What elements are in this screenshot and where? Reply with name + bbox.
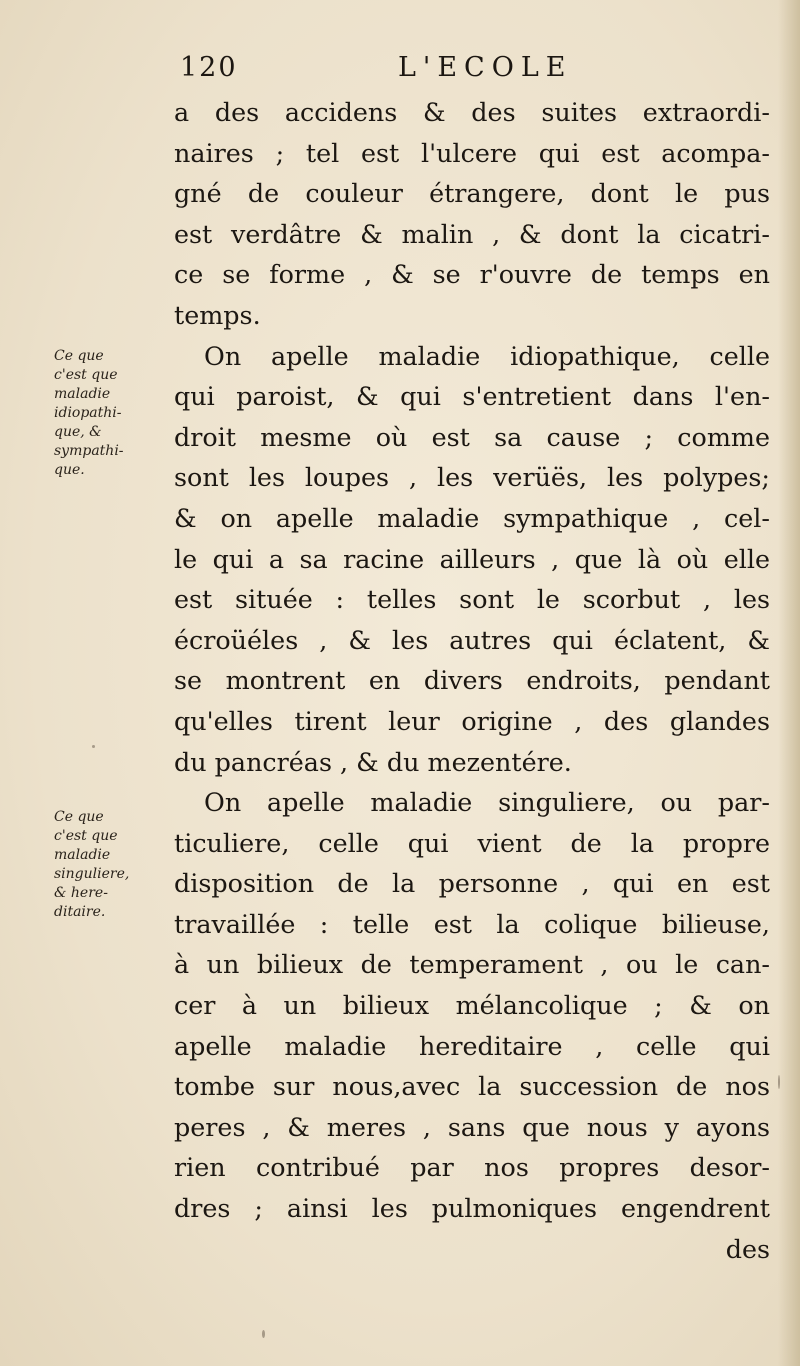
text-line: cer à un bilieux mélancolique ; & on xyxy=(174,990,770,1021)
margin-note-line: que, & xyxy=(54,424,102,440)
text-line: naires ; tel est l'ulcere qui est acompa- xyxy=(174,137,770,168)
text-line: qui paroist, & qui s'entretient dans l'en- xyxy=(174,381,770,412)
text-line: ticuliere, celle qui vient de la propre xyxy=(174,827,770,858)
margin-note-line: Ce que xyxy=(54,348,104,364)
text-line: apelle maladie hereditaire , celle qui xyxy=(174,1030,770,1061)
text-line: temps. xyxy=(174,299,261,330)
text-line: travaillée : telle est la colique bilieuse, xyxy=(174,908,770,939)
paper-speck xyxy=(92,745,95,748)
text-line: est verdâtre & malin , & dont la cicatri- xyxy=(174,218,770,249)
margin-note-line: maladie xyxy=(54,847,111,863)
text-line: tombe sur nous,avec la succession de nos xyxy=(174,1071,770,1102)
page-number: 120 xyxy=(180,52,238,83)
margin-note-line: Ce que xyxy=(54,809,104,825)
text-line: écroüéles , & les autres qui éclatent, & xyxy=(174,624,770,655)
margin-note-line: & here- xyxy=(54,885,108,901)
page-header xyxy=(170,52,770,96)
margin-note-line: singuliere, xyxy=(54,866,130,882)
margin-note-singular xyxy=(54,808,172,922)
text-line: sont les loupes , les verüës, les polypes; xyxy=(174,462,770,493)
page-gutter-shadow xyxy=(778,0,800,1366)
margin-note-line: ditaire. xyxy=(54,904,106,920)
margin-note-line: idiopathi- xyxy=(54,405,122,421)
text-line: rien contribué par nos propres desor- xyxy=(174,1152,770,1183)
text-line: disposition de la personne , qui en est xyxy=(174,868,770,899)
margin-note-line: maladie xyxy=(54,386,111,402)
text-line: du pancréas , & du mezentére. xyxy=(174,746,572,777)
margin-note-line: que. xyxy=(54,462,85,478)
margin-note-line: c'est que xyxy=(54,828,118,844)
text-line: peres , & meres , sans que nous y ayons xyxy=(174,1111,770,1142)
text-line: à un bilieux de temperament , ou le can- xyxy=(174,949,770,980)
paragraph-start-line: On apelle maladie idiopathique, celle xyxy=(204,340,770,371)
text-line: qu'elles tirent leur origine , des glandes xyxy=(174,705,770,736)
text-line: a des accidens & des suites extraordi- xyxy=(174,97,770,127)
text-line: est située : telles sont le scorbut , les xyxy=(174,584,770,615)
paper-speck xyxy=(778,1075,780,1089)
text-line: gné de couleur étrangere, dont le pus xyxy=(174,178,770,209)
text-line: droit mesme où est sa cause ; comme xyxy=(174,421,770,452)
body-text xyxy=(174,92,770,1269)
text-line: ce se forme , & se r'ouvre de temps en xyxy=(174,259,770,290)
paper-speck xyxy=(262,1330,265,1338)
margin-note-line: c'est que xyxy=(54,367,118,383)
running-title: L'ECOLE xyxy=(398,52,573,83)
margin-note-line: sympathi- xyxy=(54,443,124,459)
text-line: se montrent en divers endroits, pendant xyxy=(174,665,770,696)
catchword: des xyxy=(725,1233,770,1264)
text-line: dres ; ainsi les pulmoniques engendrent xyxy=(174,1193,770,1224)
text-line: le qui a sa racine ailleurs , que là où elle xyxy=(174,543,770,574)
margin-note-idiopathic xyxy=(54,347,172,480)
text-line: & on apelle maladie sympathique , cel- xyxy=(174,502,770,533)
paragraph-start-line: On apelle maladie singuliere, ou par- xyxy=(204,787,770,818)
